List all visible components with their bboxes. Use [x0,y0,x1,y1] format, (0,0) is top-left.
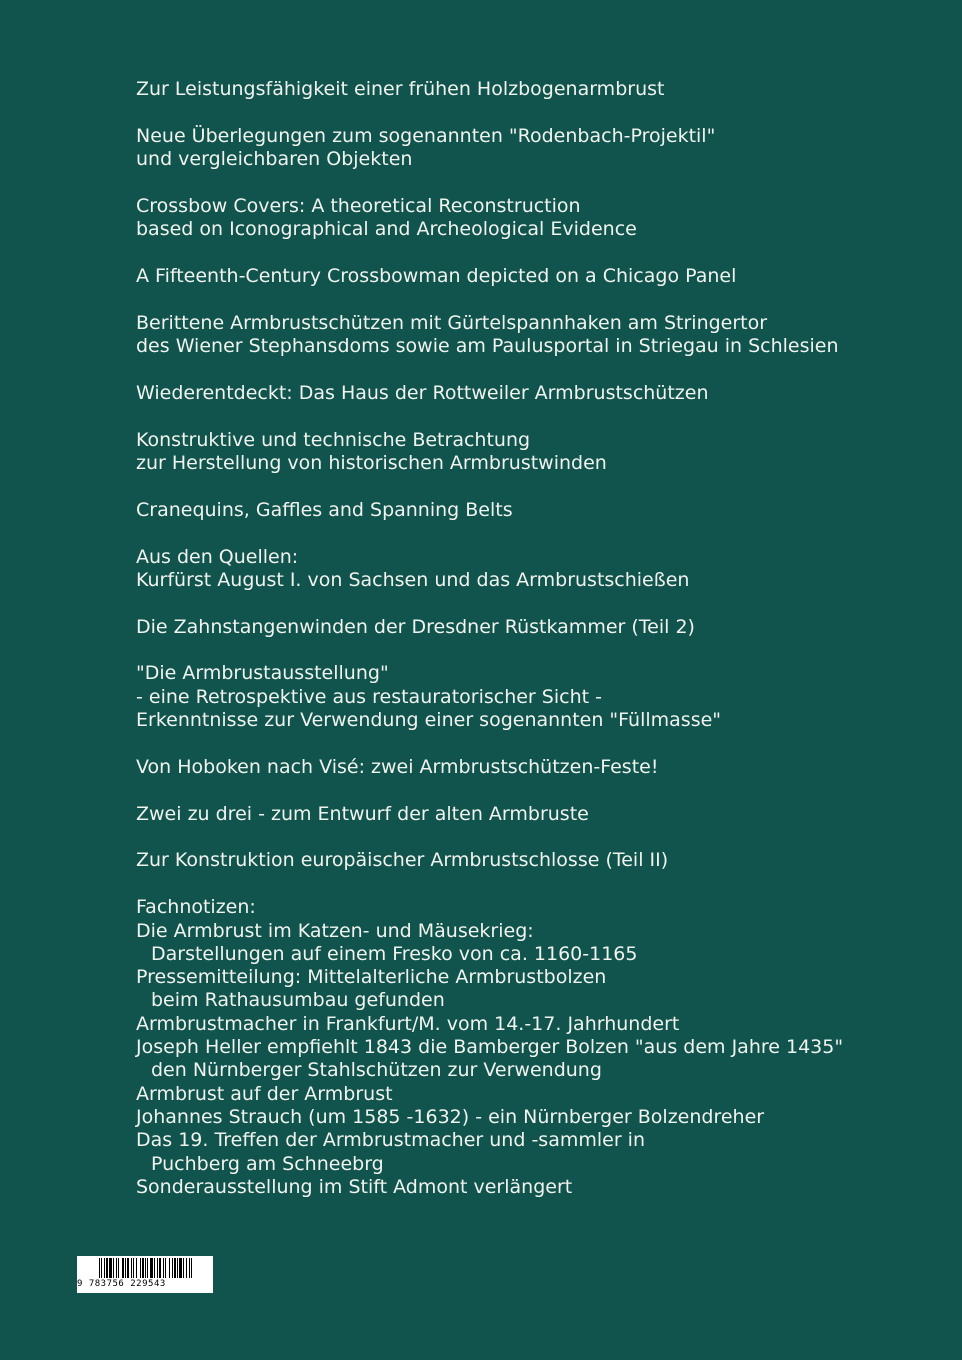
contents-entry [136,195,916,242]
barcode-bar [179,1258,182,1278]
contents-entry [136,546,916,593]
contents-entry [136,662,916,732]
barcode-bar [165,1258,166,1278]
barcode-bar [163,1258,164,1278]
note-item [136,1013,916,1036]
entry-title-line: A Fifteenth-Century Crossbowman depicted on a Chicago Panel [136,264,737,287]
barcode-bar [172,1258,173,1278]
contents-entry [136,382,916,405]
contents-entry [136,616,916,639]
note-item [136,1176,916,1199]
entry-title-line: Kurfürst August I. von Sachsen und das Armbrustschießen [136,568,690,591]
entry-title-line: Konstruktive und technische Betrachtung [136,428,531,451]
barcode-bar [106,1258,108,1278]
barcode-bar [109,1258,112,1278]
barcode-bar [145,1258,146,1278]
barcode-bar [191,1258,192,1278]
note-line: Armbrustmacher in Frankfurt/M. vom 14.-17. Jahrhundert [136,1012,680,1035]
note-line: Die Armbrust im Katzen- und Mäusekrieg: [136,919,534,942]
barcode-bar [150,1258,153,1278]
barcode-bar [174,1258,176,1278]
barcode-bars [77,1256,213,1280]
entry-title-line: Cranequins, Gaffles and Spanning Belts [136,498,513,521]
entry-title-line: based on Iconographical and Archeological Evidence [136,218,637,241]
entry-title-line: Zwei zu drei - zum Entwurf der alten Armbruste [136,802,589,825]
entry-title-line: - eine Retrospektive aus restauratorischer Sicht - [136,685,602,708]
entry-title-line: Die Zahnstangenwinden der Dresdner Rüstkammer (Teil 2) [136,615,695,638]
note-line: Das 19. Treffen der Armbrustmacher und -sammler in [136,1129,645,1152]
entry-title-line: Aus den Quellen: [136,545,299,568]
barcode-bar [140,1258,141,1278]
entry-title-line: und vergleichbaren Objekten [136,148,413,171]
contents-entry [136,499,916,522]
note-line: Sonderausstellung im Stift Admont verlängert [136,1175,573,1198]
barcode-bar [113,1258,114,1278]
entry-title-line: "Die Armbrustausstellung" [136,662,389,685]
barcode-bar [104,1258,105,1278]
note-item [136,966,916,1013]
barcode-digits: 9 783756 229543 [77,1279,166,1289]
barcode-bar [169,1258,170,1278]
barcode-bar [116,1258,117,1278]
barcode-bar [147,1258,148,1278]
contents-entry [136,849,916,872]
barcode-bar [133,1258,134,1278]
note-line: Darstellungen auf einem Fresko von ca. 1160-1165 [151,942,638,965]
barcode-bar [183,1258,184,1278]
contents-entry [136,265,916,288]
barcode-bar [127,1258,129,1278]
entry-title-line: zur Herstellung von historischen Armbrustwinden [136,451,607,474]
entry-title-line: Neue Überlegungen zum sogenannten "Rodenbach-Projektil" [136,124,716,147]
barcode-bar [142,1258,144,1278]
entry-title-line: Erkenntnisse zur Verwendung einer sogenannten "Füllmasse" [136,709,722,732]
barcode-bar [189,1258,190,1278]
entry-title-line: Zur Konstruktion europäischer Armbrustschlosse (Teil II) [136,849,669,872]
note-item [136,1106,916,1129]
entry-title-line: Crossbow Covers: A theoretical Reconstruction [136,194,581,217]
barcode-bar [159,1258,161,1278]
barcode-bar [177,1258,178,1278]
entry-title-line: Berittene Armbrustschützen mit Gürtelspannhaken am Stringertor [136,311,768,334]
contents-entry [136,756,916,779]
barcode-bar [122,1258,124,1278]
barcode-bar [131,1258,132,1278]
contents-entry [136,803,916,826]
isbn-barcode [77,1256,213,1293]
contents-entry [136,125,916,172]
notes-section [136,896,916,1199]
barcode-bar [101,1258,102,1278]
barcode-bar [125,1258,126,1278]
notes-heading: Fachnotizen: [136,896,256,919]
entry-title-line: Wiederentdeckt: Das Haus der Rottweiler Armbrustschützen [136,381,709,404]
contents-entry [136,429,916,476]
entry-title-line: Zur Leistungsfähigkeit einer frühen Holzbogenarmbrust [136,78,665,100]
entry-title-line: des Wiener Stephansdoms sowie am Paulusportal in Striegau in Schlesien [136,335,839,358]
contents-entry [136,78,916,101]
barcode-bar [99,1258,100,1278]
note-line: Johannes Strauch (um 1585 -1632) - ein Nürnberger Bolzendreher [136,1105,765,1128]
barcode-bar [154,1258,155,1278]
note-item [136,1036,916,1083]
barcode-bar [157,1258,158,1278]
note-item [136,920,916,967]
note-item [136,1129,916,1176]
note-line: den Nürnberger Stahlschützen zur Verwendung [151,1059,602,1082]
note-item [136,1083,916,1106]
contents-entry [136,312,916,359]
entry-title-line: Von Hoboken nach Visé: zwei Armbrustschützen-Feste! [136,755,659,778]
note-line: Joseph Heller empfiehlt 1843 die Bamberger Bolzen "aus dem Jahre 1435" [136,1036,844,1059]
table-of-contents [136,78,916,1223]
barcode-bar [186,1258,187,1278]
note-line: Armbrust auf der Armbrust [136,1082,393,1105]
note-line: Pressemitteilung: Mittelalterliche Armbrustbolzen [136,966,607,989]
barcode-bar [118,1258,119,1278]
barcode-bar [136,1258,137,1278]
note-line: Puchberg am Schneebrg [151,1152,384,1175]
note-line: beim Rathausumbau gefunden [151,989,445,1012]
